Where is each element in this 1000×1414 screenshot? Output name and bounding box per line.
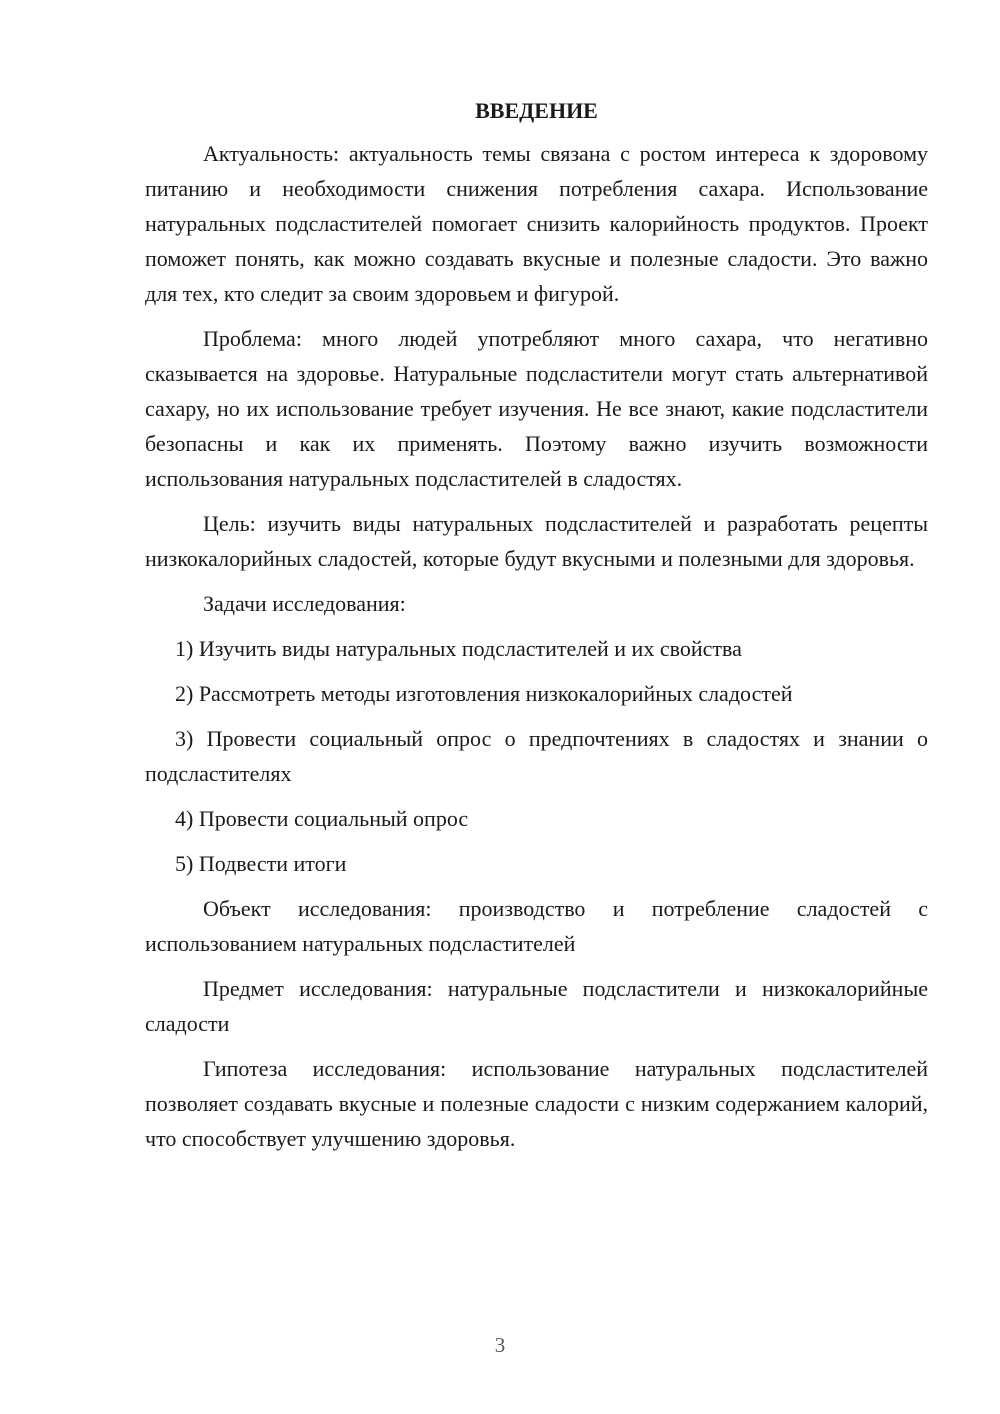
object-paragraph: Объект исследования: производство и потребление сладостей с использованием натуральных подсластителей [145, 896, 928, 956]
task-item-1: 1) Изучить виды натуральных подсластителей и их свойства [175, 636, 742, 661]
task-item-5: 5) Подвести итоги [175, 851, 347, 876]
section-title: ВВЕДЕНИЕ [475, 98, 598, 123]
tasks-heading: Задачи исследования: [203, 591, 406, 616]
hypothesis-paragraph: Гипотеза исследования: использование натуральных подсластителей позволяет создавать вкусные и полезные сладости с низким содержанием калорий, что способствует улучшению здоровья. [145, 1056, 928, 1151]
relevance-paragraph: Актуальность: актуальность темы связана с ростом интереса к здоровому питанию и необходимости снижения потребления сахара. Использование натуральных подсластителей помогает снизить калорийность продуктов. Проект поможет понять, как можно создавать вкусные и полезные сладости. Это важно для тех, кто следит за своим здоровьем и фигурой. [145, 141, 928, 306]
goal-paragraph: Цель: изучить виды натуральных подсластителей и разработать рецепты низкокалорийных сладостей, которые будут вкусными и полезными для здоровья. [145, 511, 928, 571]
document-page [145, 90, 928, 1166]
task-item-2: 2) Рассмотреть методы изготовления низкокалорийных сладостей [175, 681, 793, 706]
subject-paragraph: Предмет исследования: натуральные подсластители и низкокалорийные сладости [145, 976, 928, 1036]
page-number: 3 [494, 1333, 506, 1357]
task-item-3: 3) Провести социальный опрос о предпочтениях в сладостях и знании о подсластителях [145, 726, 928, 786]
problem-paragraph: Проблема: много людей употребляют много сахара, что негативно сказывается на здоровье. Натуральные подсластители могут стать альтернативой сахару, но их использование требует изучения. Не все знают, какие подсластители безопасны и как их применять. Поэтому важно изучить возможности использования натуральных подсластителей в сладостях. [145, 326, 928, 491]
task-item-4: 4) Провести социальный опрос [175, 806, 469, 831]
